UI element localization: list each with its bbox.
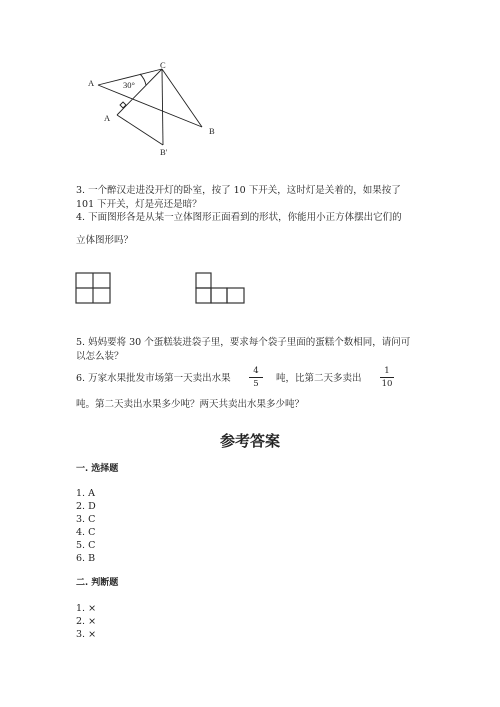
- choice-answer-6: 6. B: [76, 553, 96, 564]
- question-6-part1: 6. 万家水果批发市场第一天卖出水果: [76, 373, 231, 384]
- label-A: A: [88, 78, 95, 88]
- question-5-line1: 5. 妈妈要将 30 个蛋糕装进袋子里，要求每个袋子里面的蛋糕个数相同，请问可: [76, 337, 411, 348]
- question-4-line1: 4. 下面图形各是从某一立体图形正面看到的形状，你能用小正方体摆出它们的: [76, 212, 402, 223]
- label-C: C: [160, 60, 166, 70]
- fraction-1-10-numerator: 1: [380, 366, 394, 378]
- question-3-line2: 101 下开关，灯是亮还是暗？: [76, 199, 202, 210]
- fraction-1-10-denominator: 10: [381, 379, 393, 389]
- fraction-4-5: [249, 366, 263, 389]
- choice-answer-1: 1. A: [76, 488, 95, 499]
- question-6-line2: 吨。第二天卖出水果多少吨？两天共卖出水果多少吨？: [76, 399, 305, 410]
- label-angle: 30°: [123, 80, 135, 90]
- choice-answer-2: 2. D: [76, 501, 96, 512]
- label-B: B: [209, 126, 215, 136]
- answer-title: 参考答案: [219, 432, 280, 450]
- question-5-line2: 以怎么装？: [76, 351, 124, 362]
- fraction-1-10: [380, 366, 394, 389]
- label-B-prime: B': [160, 147, 168, 157]
- square-grid-2x2-figure: [75, 272, 115, 312]
- choice-answer-4: 4. C: [76, 527, 96, 538]
- choice-answer-5: 5. C: [76, 540, 96, 551]
- judge-answer-2: 2. ×: [76, 616, 97, 627]
- fraction-4-5-numerator: 4: [249, 366, 263, 378]
- l-shape-squares-figure: [195, 272, 255, 312]
- choice-answer-3: 3. C: [76, 514, 96, 525]
- question-6-part2: 吨，比第二天多卖出: [276, 373, 362, 384]
- judge-answer-1: 1. ×: [76, 603, 97, 614]
- triangle-figure: [80, 55, 230, 160]
- label-A-prime: A: [104, 113, 111, 123]
- section-judge-heading: 二. 判断题: [76, 578, 119, 588]
- question-3-line1: 3. 一个醉汉走进没开灯的卧室，按了 10 下开关，这时灯是关着的，如果按了: [76, 185, 401, 196]
- fraction-4-5-denominator: 5: [253, 379, 259, 389]
- judge-answer-3: 3. ×: [76, 629, 97, 640]
- question-4-line2: 立体图形吗？: [76, 235, 134, 246]
- section-choice-heading: 一. 选择题: [76, 464, 119, 474]
